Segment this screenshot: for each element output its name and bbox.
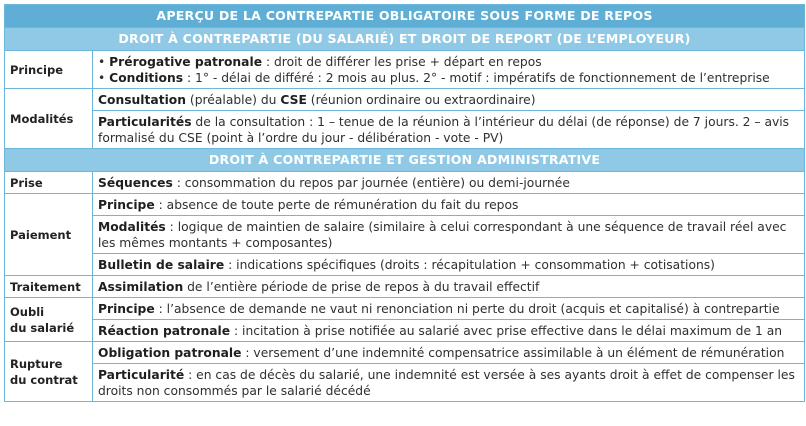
row-label-paiement: Paiement	[5, 194, 93, 276]
table-row-oubli-1	[5, 298, 805, 320]
key-bulletin: Bulletin de salaire	[98, 257, 225, 272]
row-label-rupture-line1: Rupture	[10, 356, 63, 371]
cell-consultation	[93, 89, 805, 111]
summary-table-container	[4, 4, 804, 402]
section-header-row-2	[5, 149, 805, 172]
text-conditions: : 1° - délai de différé : 2 mois au plus. 2° - motif : impératifs de fonctionnement de l’entreprise	[183, 70, 770, 85]
table-row-prise	[5, 172, 805, 194]
text-sequences: : consommation du repos par journée (entière) ou demi-journée	[172, 175, 570, 190]
cell-oubli-principe	[93, 298, 805, 320]
table-row-paiement-2	[5, 216, 805, 254]
text-obligation: : versement d’une indemnité compensatrice assimilable à un élément de rémunération	[241, 345, 785, 360]
text-particularites: de la consultation : 1 – tenue de la réunion à l’intérieur du délai (de réponse) de 7 jours. 2 – avis formalisé du CSE (point à l’ordre du jour - délibération - vote - PV)	[98, 114, 790, 145]
section-header-droit-report: DROIT À CONTREPARTIE (DU SALARIÉ) ET DROIT DE REPORT (DE L’EMPLOYEUR)	[5, 28, 805, 51]
row-label-rupture	[5, 342, 93, 402]
key-obligation: Obligation patronale	[98, 345, 242, 360]
bullet-line-prerogative: • Prérogative patronale : droit de différer les prise + départ en repos	[98, 54, 542, 69]
table-row-rupture-2	[5, 364, 805, 402]
cell-particularites	[93, 111, 805, 149]
row-label-traitement: Traitement	[5, 276, 93, 298]
key-paiement-principe: Principe	[98, 197, 155, 212]
bullet-line-conditions: • Conditions : 1° - délai de différé : 2 mois au plus. 2° - motif : impératifs de fonctionnement de l’entreprise	[98, 70, 770, 85]
cell-sequences	[93, 172, 805, 194]
row-label-oubli-line1: Oubli	[10, 304, 45, 319]
text-consultation: (réunion ordinaire ou extraordinaire)	[306, 92, 536, 107]
key-paiement-modalites: Modalités	[98, 219, 166, 234]
key-particularite-deces: Particularité	[98, 367, 185, 382]
text-particularite-deces: : en cas de décès du salarié, une indemnité est versée à ses ayants droit à effet de compenser les droits non consommés par le salarié décédé	[98, 367, 795, 398]
table-row-rupture-1	[5, 342, 805, 364]
table-title: APERÇU DE LA CONTREPARTIE OBLIGATOIRE SOUS FORME DE REPOS	[5, 5, 805, 28]
row-label-modalites: Modalités	[5, 89, 93, 149]
key-consultation: Consultation	[98, 92, 186, 107]
table-row-oubli-2	[5, 320, 805, 342]
key-oubli-principe: Principe	[98, 301, 155, 316]
key-assimilation: Assimilation	[98, 279, 184, 294]
cell-assimilation	[93, 276, 805, 298]
section-header-gestion: DROIT À CONTREPARTIE ET GESTION ADMINISTRATIVE	[5, 149, 805, 172]
table-row-principe	[5, 51, 805, 89]
row-label-oubli-line2: du salarié	[10, 320, 75, 335]
section-header-row	[5, 28, 805, 51]
table-row-paiement-3	[5, 254, 805, 276]
key-cse: CSE	[280, 92, 307, 107]
text-consultation-mid: (préalable) du	[186, 92, 281, 107]
text-oubli-principe: : l’absence de demande ne vaut ni renonciation ni perte du droit (acquis et capitalisé) à contrepartie	[154, 301, 780, 316]
cell-reaction	[93, 320, 805, 342]
key-prerogative: Prérogative patronale	[109, 54, 263, 69]
cell-obligation	[93, 342, 805, 364]
key-reaction: Réaction patronale	[98, 323, 231, 338]
cell-paiement-principe	[93, 194, 805, 216]
text-prerogative: : droit de différer les prise + départ en repos	[262, 54, 542, 69]
key-particularites: Particularités	[98, 114, 192, 129]
row-label-oubli	[5, 298, 93, 342]
table-row-paiement-1	[5, 194, 805, 216]
text-bulletin: : indications spécifiques (droits : récapitulation + consommation + cotisations)	[224, 257, 715, 272]
cell-bulletin	[93, 254, 805, 276]
table-row-modalites-1	[5, 89, 805, 111]
row-label-rupture-line2: du contrat	[10, 372, 78, 387]
cell-paiement-modalites	[93, 216, 805, 254]
text-paiement-modalites: : logique de maintien de salaire (similaire à celui correspondant à une séquence de travail réel avec les mêmes montants + composantes)	[98, 219, 787, 250]
text-assimilation: de l’entière période de prise de repos à du travail effectif	[183, 279, 540, 294]
summary-table	[4, 4, 805, 402]
row-label-prise: Prise	[5, 172, 93, 194]
table-row-traitement	[5, 276, 805, 298]
cell-particularite-deces	[93, 364, 805, 402]
table-row-modalites-2	[5, 111, 805, 149]
row-label-principe: Principe	[5, 51, 93, 89]
text-reaction: : incitation à prise notifiée au salarié avec prise effective dans le délai maximum de 1 an	[230, 323, 783, 338]
key-conditions: Conditions	[109, 70, 184, 85]
table-title-row	[5, 5, 805, 28]
cell-principe	[93, 51, 805, 89]
key-sequences: Séquences	[98, 175, 173, 190]
text-paiement-principe: : absence de toute perte de rémunération du fait du repos	[154, 197, 519, 212]
